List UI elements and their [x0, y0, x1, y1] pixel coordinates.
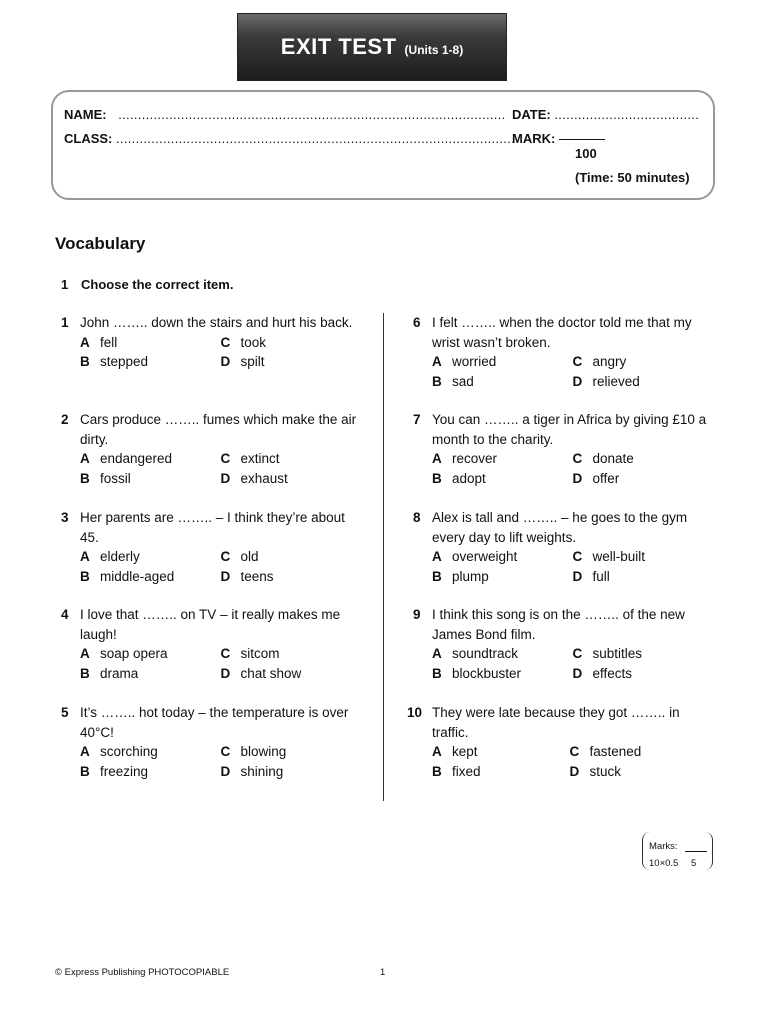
option-letter: B: [432, 568, 442, 584]
marks-total: 5: [691, 858, 697, 869]
option-text: recover: [452, 451, 498, 466]
option-letter: C: [220, 646, 231, 661]
name-blank[interactable]: ...................................................................................................: [118, 107, 506, 122]
class-label: CLASS:: [64, 131, 113, 146]
title-banner: [237, 13, 507, 81]
option-text: sitcom: [240, 646, 280, 661]
question-2: [61, 410, 361, 488]
page-number: 1: [380, 967, 386, 978]
option-letter: B: [432, 373, 442, 389]
option-a[interactable]: [80, 333, 221, 353]
option-letter: D: [220, 763, 231, 779]
question-number: 5: [61, 705, 69, 720]
option-letter: A: [432, 354, 442, 369]
option-text: well-built: [592, 549, 646, 564]
question-stem: I felt …….. when the doctor told me that my wrist wasn’t broken.: [432, 315, 692, 350]
marks-blank[interactable]: [685, 851, 707, 852]
option-letter: C: [220, 334, 231, 350]
option-c[interactable]: [570, 742, 708, 762]
option-text: donate: [592, 451, 634, 466]
option-text: blockbuster: [452, 665, 522, 681]
option-letter: C: [572, 354, 583, 369]
option-d[interactable]: [221, 762, 362, 782]
option-c[interactable]: [573, 644, 714, 664]
question-9: [413, 605, 713, 683]
option-letter: B: [80, 470, 90, 486]
option-text: sad: [452, 373, 474, 389]
question-number: 1: [61, 315, 69, 330]
option-text: scorching: [100, 744, 158, 759]
class-blank[interactable]: ......................................................................................................: [116, 131, 516, 146]
marks-box: [642, 832, 713, 870]
option-c[interactable]: [221, 547, 362, 567]
question-number: 6: [413, 315, 421, 330]
question-number: 10: [407, 705, 423, 720]
option-letter: D: [220, 568, 231, 584]
option-d[interactable]: [573, 372, 714, 392]
option-letter: A: [80, 744, 90, 759]
question-stem: They were late because they got …….. in traffic.: [432, 705, 680, 740]
option-text: subtitles: [592, 646, 643, 661]
question-4: [61, 605, 361, 683]
question-stem: It’s …….. hot today – the temperature is over 40°C!: [80, 705, 349, 740]
date-label: DATE:: [512, 107, 551, 122]
option-text: soap opera: [100, 646, 168, 661]
option-a[interactable]: [80, 644, 221, 664]
option-a[interactable]: [432, 742, 570, 762]
option-text: full: [592, 568, 610, 584]
question-number: 9: [413, 607, 421, 622]
question-7: [413, 410, 713, 488]
option-text: offer: [592, 470, 620, 486]
option-d[interactable]: [221, 567, 362, 587]
option-a[interactable]: [432, 352, 573, 372]
option-c[interactable]: [221, 333, 362, 353]
option-letter: A: [432, 451, 442, 466]
option-b[interactable]: [432, 664, 573, 684]
option-a[interactable]: [432, 644, 573, 664]
option-d[interactable]: [570, 762, 708, 782]
option-text: spilt: [240, 354, 265, 369]
option-letter: D: [572, 373, 583, 389]
option-text: angry: [592, 354, 627, 369]
option-text: worried: [452, 354, 497, 369]
option-text: plump: [452, 568, 489, 584]
option-text: fixed: [452, 763, 481, 779]
option-letter: B: [80, 354, 90, 369]
option-a[interactable]: [80, 449, 221, 469]
page-title: EXIT TEST: [280, 34, 397, 59]
option-text: fell: [100, 334, 118, 350]
option-letter: C: [572, 549, 583, 564]
class-field[interactable]: [64, 131, 515, 146]
question-number: 3: [61, 510, 69, 525]
option-text: chat show: [240, 665, 302, 681]
option-letter: C: [220, 744, 231, 759]
option-d[interactable]: [573, 664, 714, 684]
option-c[interactable]: [573, 352, 714, 372]
page-subtitle: (Units 1-8): [404, 43, 464, 57]
option-letter: D: [569, 763, 580, 779]
option-b[interactable]: [432, 469, 573, 489]
option-text: stuck: [589, 763, 622, 779]
option-text: relieved: [592, 373, 640, 389]
mark-total: 100: [575, 146, 597, 161]
option-text: elderly: [100, 549, 140, 564]
option-text: extinct: [240, 451, 280, 466]
option-b[interactable]: [432, 762, 570, 782]
copyright-notice: © Express Publishing PHOTOCOPIABLE: [55, 967, 230, 978]
question-stem: Cars produce …….. fumes which make the air dirty.: [80, 412, 357, 447]
mark-label: MARK:: [512, 131, 556, 146]
option-b[interactable]: [80, 352, 221, 372]
option-b[interactable]: [80, 762, 221, 782]
option-d[interactable]: [221, 664, 362, 684]
name-field[interactable]: [64, 107, 506, 122]
question-6: [413, 313, 713, 391]
option-a[interactable]: [432, 449, 573, 469]
question-stem: I love that …….. on TV – it really makes me laugh!: [80, 607, 341, 642]
option-letter: B: [80, 763, 90, 779]
option-a[interactable]: [80, 742, 221, 762]
option-letter: A: [80, 646, 90, 661]
option-text: old: [240, 549, 259, 564]
option-letter: D: [572, 568, 583, 584]
option-text: fastened: [589, 744, 642, 759]
mark-blank[interactable]: [559, 139, 605, 140]
question-number: 4: [61, 607, 69, 622]
option-b[interactable]: [80, 567, 221, 587]
option-text: adopt: [452, 470, 486, 486]
option-letter: C: [572, 451, 583, 466]
option-text: blowing: [240, 744, 287, 759]
option-letter: D: [220, 354, 231, 369]
option-text: overweight: [452, 549, 518, 564]
option-text: effects: [592, 665, 633, 681]
date-blank[interactable]: .....................................: [554, 107, 700, 122]
option-b[interactable]: [432, 372, 573, 392]
option-text: teens: [240, 568, 274, 584]
option-c[interactable]: [221, 644, 362, 664]
date-field[interactable]: [512, 107, 699, 122]
option-text: took: [240, 334, 267, 350]
question-5: [61, 703, 361, 781]
option-d[interactable]: [573, 469, 714, 489]
marks-formula: 10×0.5: [649, 858, 679, 869]
option-text: soundtrack: [452, 646, 519, 661]
option-letter: B: [80, 568, 90, 584]
column-divider: [383, 313, 384, 801]
marks-label: Marks:: [649, 841, 678, 852]
option-a[interactable]: [432, 547, 573, 567]
option-letter: D: [572, 665, 583, 681]
option-text: middle-aged: [100, 568, 175, 584]
option-b[interactable]: [80, 469, 221, 489]
option-letter: D: [572, 470, 583, 486]
option-letter: D: [220, 665, 231, 681]
option-d[interactable]: [221, 469, 362, 489]
question-1: [61, 313, 361, 372]
option-letter: D: [220, 470, 231, 486]
option-a[interactable]: [80, 547, 221, 567]
option-letter: C: [220, 549, 231, 564]
option-text: kept: [452, 744, 478, 759]
option-letter: C: [569, 744, 580, 759]
option-b[interactable]: [80, 664, 221, 684]
option-text: drama: [100, 665, 139, 681]
option-letter: B: [80, 665, 90, 681]
option-c[interactable]: [221, 742, 362, 762]
option-letter: B: [432, 470, 442, 486]
option-text: freezing: [100, 763, 149, 779]
option-c[interactable]: [221, 449, 362, 469]
question-8: [413, 508, 713, 586]
option-letter: A: [432, 744, 442, 759]
question-stem: I think this song is on the …….. of the new James Bond film.: [432, 607, 685, 642]
option-letter: A: [432, 549, 442, 564]
option-text: stepped: [100, 354, 149, 369]
option-text: fossil: [100, 470, 131, 486]
option-letter: C: [220, 451, 231, 466]
option-text: endangered: [100, 451, 173, 466]
exercise-number: 1: [61, 277, 69, 292]
option-letter: A: [80, 334, 90, 350]
exercise-instruction: Choose the correct item.: [81, 277, 234, 292]
section-title: Vocabulary: [55, 234, 146, 253]
option-letter: A: [432, 646, 442, 661]
option-letter: C: [572, 646, 583, 661]
question-number: 7: [413, 412, 421, 427]
option-letter: B: [432, 665, 442, 681]
question-stem: John …….. down the stairs and hurt his back.: [80, 315, 353, 330]
question-stem: You can …….. a tiger in Africa by giving £10 a month to the charity.: [432, 412, 707, 447]
option-d[interactable]: [573, 567, 714, 587]
time-limit: (Time: 50 minutes): [575, 170, 690, 185]
option-letter: B: [432, 763, 442, 779]
question-number: 8: [413, 510, 421, 525]
option-c[interactable]: [573, 449, 714, 469]
mark-field[interactable]: [512, 131, 605, 146]
option-letter: A: [80, 451, 90, 466]
option-letter: A: [80, 549, 90, 564]
question-stem: Her parents are …….. – I think they’re about 45.: [80, 510, 345, 545]
option-d[interactable]: [221, 352, 362, 372]
question-stem: Alex is tall and …….. – he goes to the gym every day to lift weights.: [432, 510, 688, 545]
question-number: 2: [61, 412, 69, 427]
question-10: [407, 703, 707, 781]
option-c[interactable]: [573, 547, 714, 567]
name-label: NAME:: [64, 107, 107, 122]
question-3: [61, 508, 361, 586]
option-b[interactable]: [432, 567, 573, 587]
option-text: shining: [240, 763, 284, 779]
option-text: exhaust: [240, 470, 288, 486]
